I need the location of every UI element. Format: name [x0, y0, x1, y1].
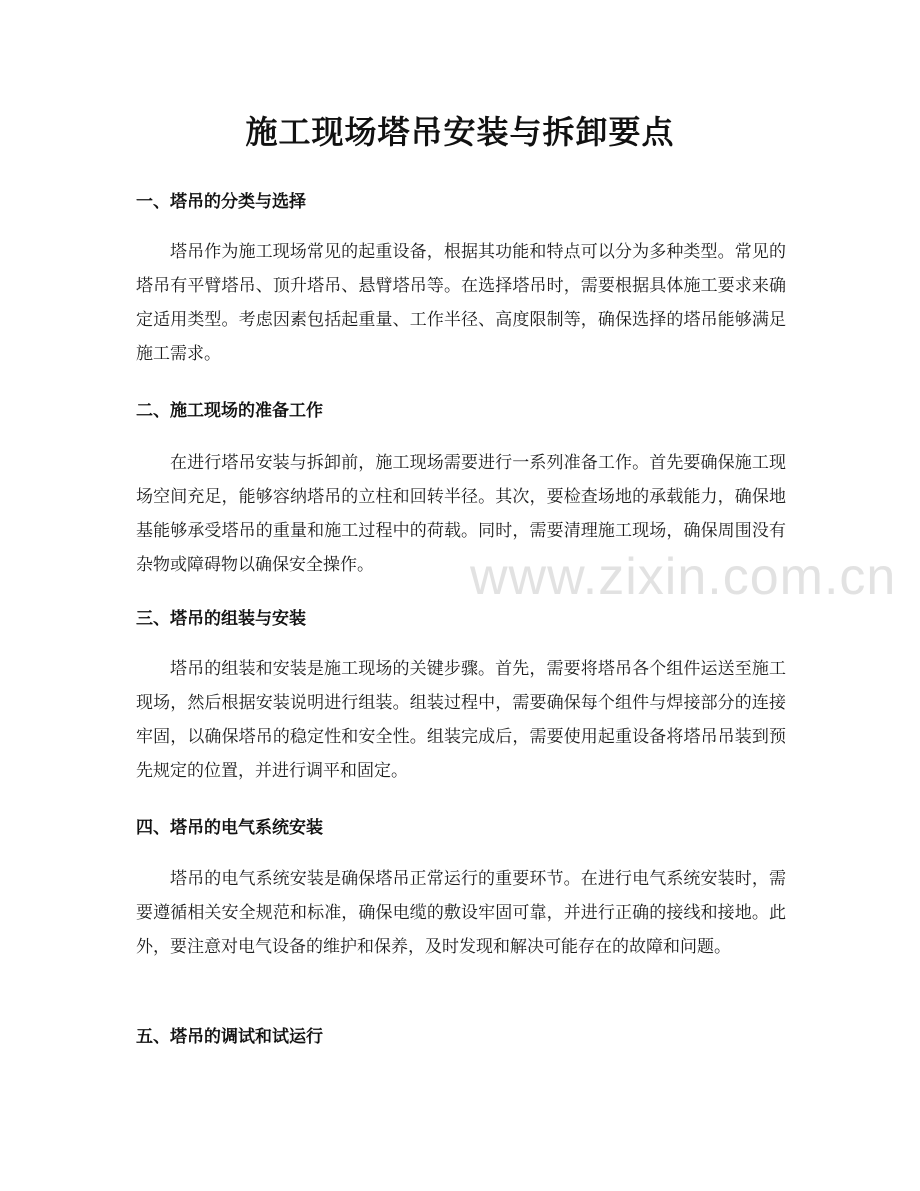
section-paragraph-3: 塔吊的组装和安装是施工现场的关键步骤。首先，需要将塔吊各个组件运送至施工现场，然后根据安装说明进行组装。组装过程中，需要确保每个组件与焊接部分的连接牢固，以确保塔吊的稳定性和安全性。组装完成后，需要使用起重设备将塔吊吊装到预先规定的位置，并进行调平和固定。 [136, 659, 786, 781]
page-title: 施工现场塔吊安装与拆卸要点 [245, 113, 675, 151]
section-heading-2: 二、施工现场的准备工作 [136, 401, 323, 421]
section-heading-4: 四、塔吊的电气系统安装 [136, 818, 323, 838]
section-paragraph-4: 塔吊的电气系统安装是确保塔吊正常运行的重要环节。在进行电气系统安装时，需要遵循相关安全规范和标准，确保电缆的敷设牢固可靠，并进行正确的接线和接地。此外，要注意对电气设备的维护和保养，及时发现和解决可能存在的故障和问题。 [136, 869, 786, 957]
watermark: www.zixin.com.cn [470, 548, 897, 606]
section-heading-5: 五、塔吊的调试和试运行 [136, 1027, 323, 1047]
section-paragraph-1: 塔吊作为施工现场常见的起重设备，根据其功能和特点可以分为多种类型。常见的塔吊有平臂塔吊、顶升塔吊、悬臂塔吊等。在选择塔吊时，需要根据具体施工要求来确定适用类型。考虑因素包括起重量、工作半径、高度限制等，确保选择的塔吊能够满足施工需求。 [136, 242, 786, 364]
section-heading-3: 三、塔吊的组装与安装 [136, 609, 306, 629]
section-paragraph-2: 在进行塔吊安装与拆卸前，施工现场需要进行一系列准备工作。首先要确保施工现场空间充足，能够容纳塔吊的立柱和回转半径。其次，要检查场地的承载能力，确保地基能够承受塔吊的重量和施工过程中的荷载。同时，需要清理施工现场，确保周围没有杂物或障碍物以确保安全操作。 [136, 453, 786, 575]
section-heading-1: 一、塔吊的分类与选择 [136, 192, 306, 212]
